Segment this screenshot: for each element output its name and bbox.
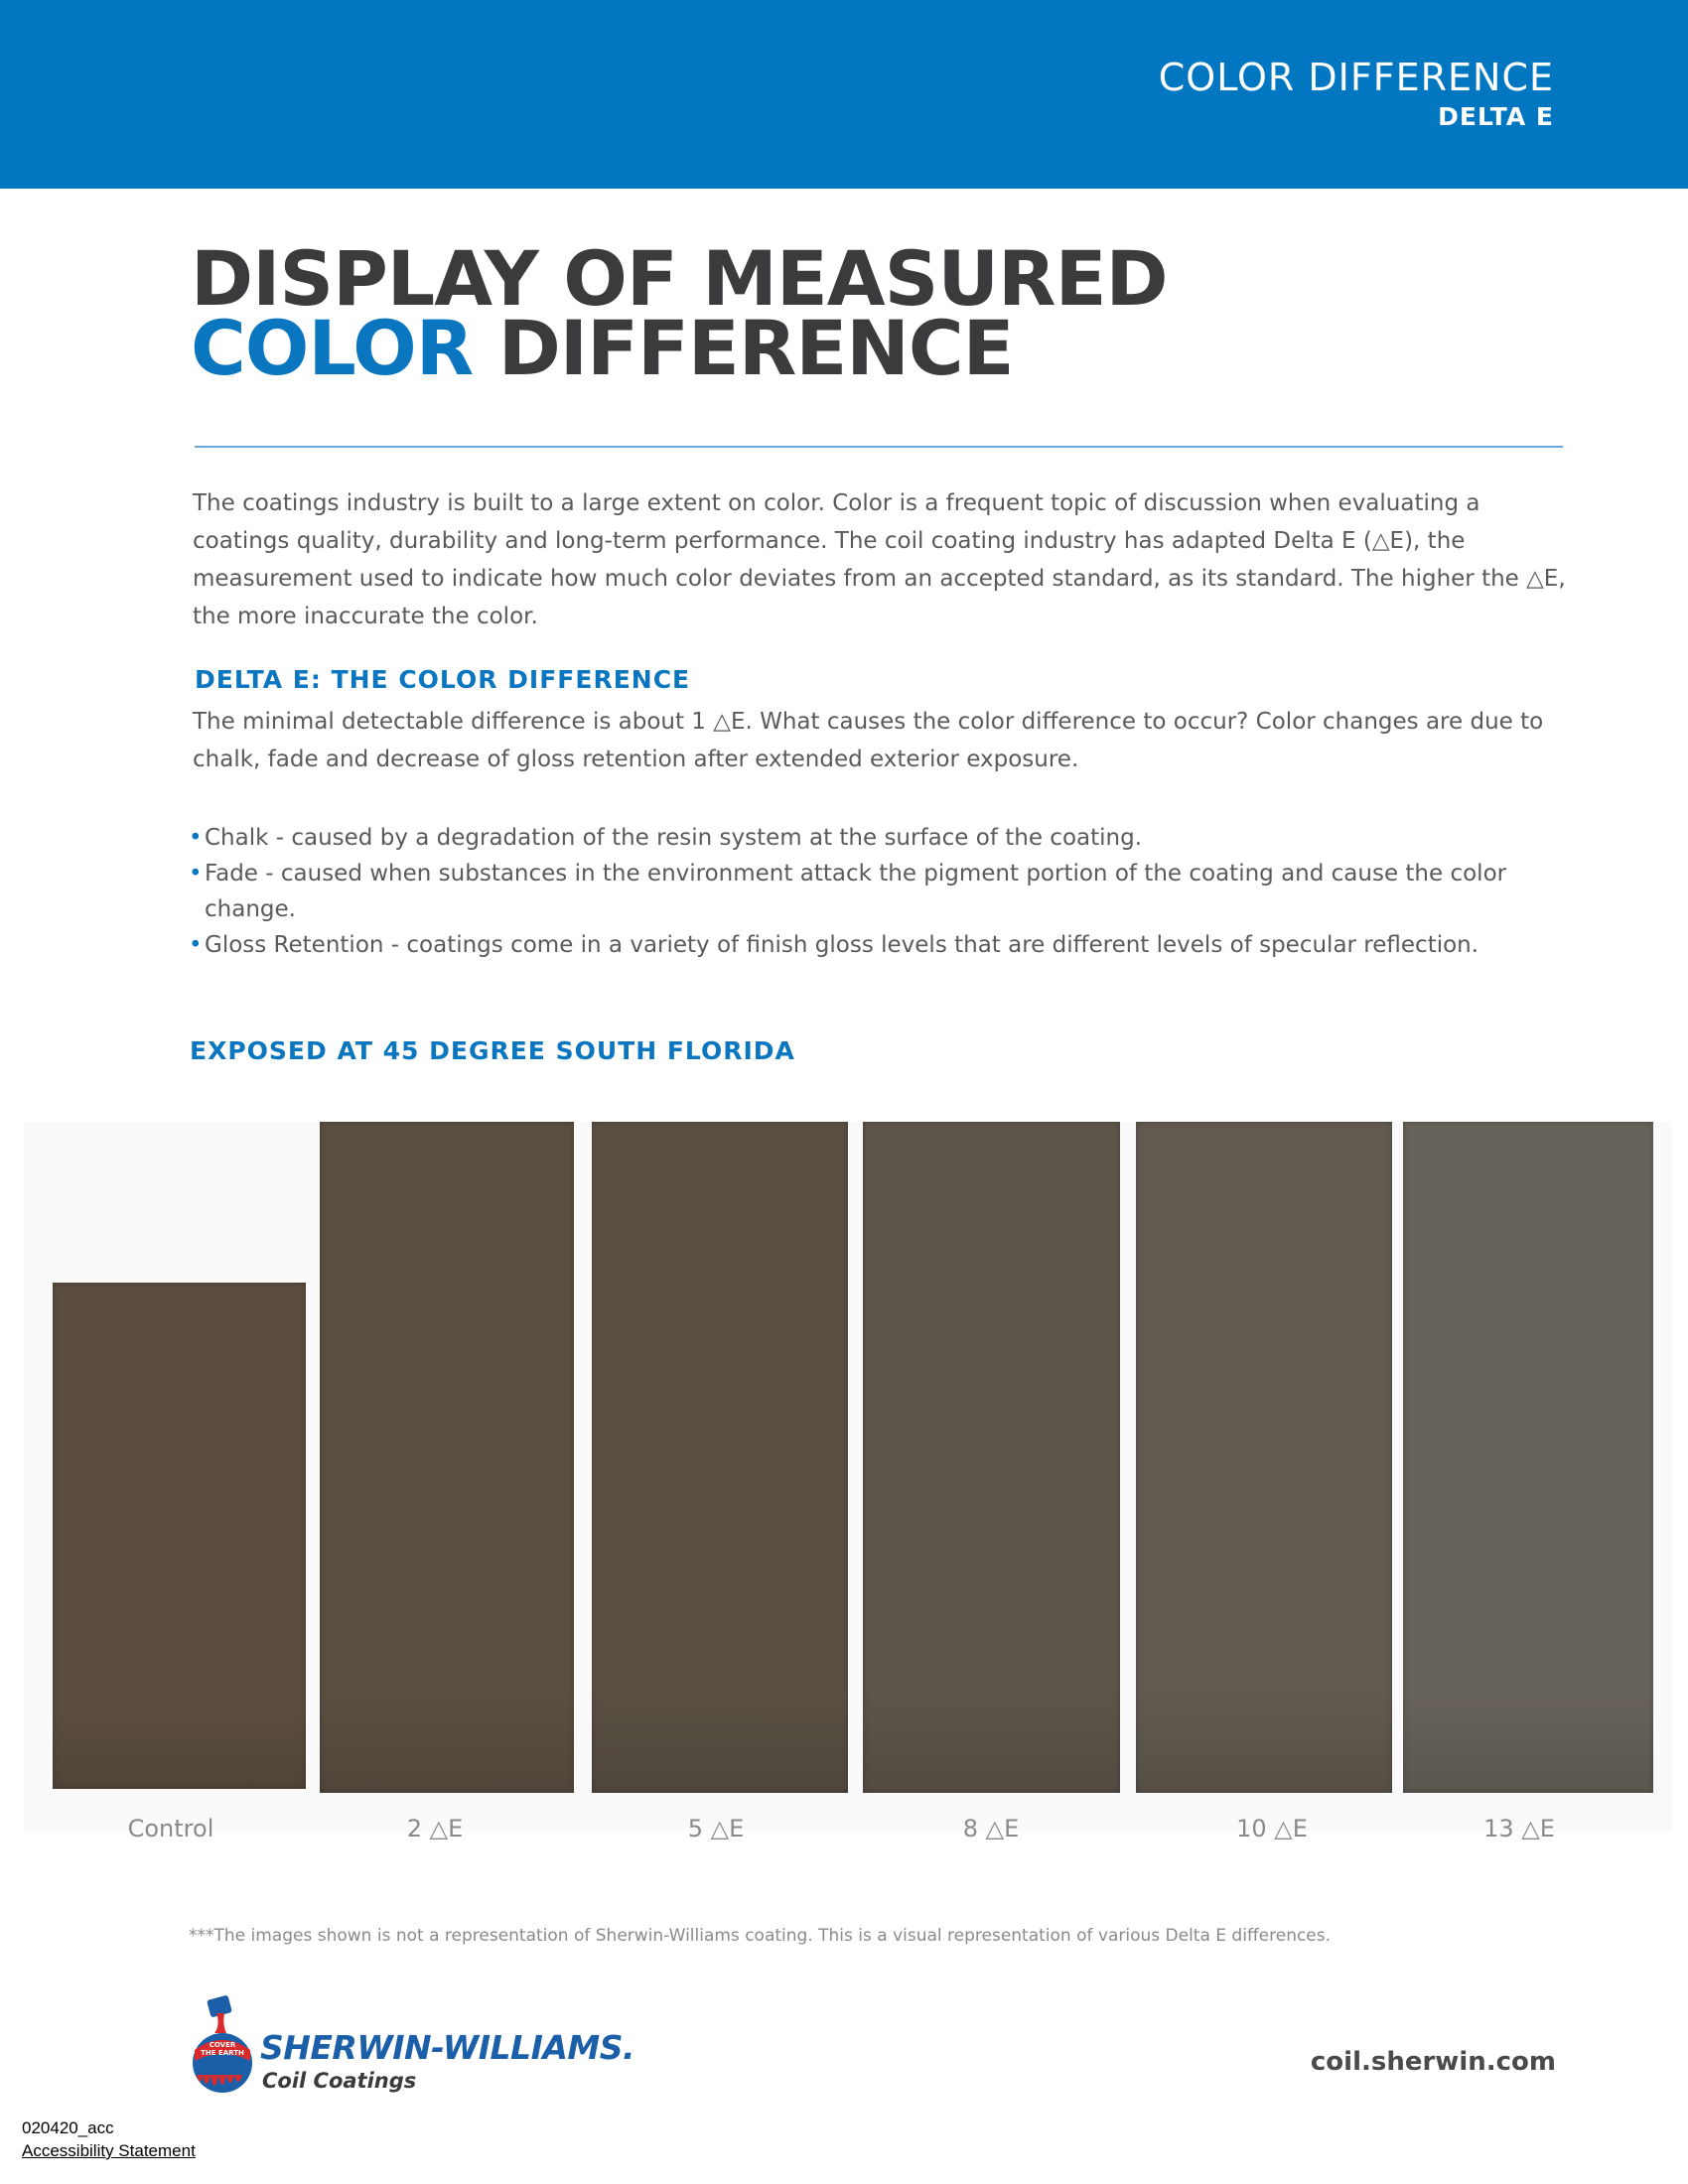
page-title-line1: DISPLAY OF MEASURED	[191, 234, 1168, 323]
banner-title: COLOR DIFFERENCE	[1158, 56, 1554, 99]
bullet-marker: •	[189, 825, 203, 851]
section-heading-delta-e: DELTA E: THE COLOR DIFFERENCE	[195, 665, 691, 694]
sample-panel-2de	[320, 1122, 574, 1793]
logo-slogan: COVER THE EARTH	[201, 2041, 244, 2057]
header-banner	[0, 0, 1688, 189]
intro-paragraph: The coatings industry is built to a large extent on color. Color is a frequent topic of discussion when evaluating a coatings quality, durability and long-term performance. The coil coating industry has adapted Delta E (△E), the measurement used to indicate how much color deviates from an accepted standard, as its standard. The higher the △E, the more inaccurate the color.	[193, 490, 1566, 629]
list-item	[189, 856, 1559, 927]
sherwin-williams-logo	[187, 1995, 258, 2114]
page-title	[191, 234, 1168, 392]
sample-panel-13de	[1403, 1122, 1653, 1793]
bullet-marker: •	[189, 932, 203, 958]
panel-label-8de: 8 △E	[962, 1815, 1020, 1843]
brand-division: Coil Coatings	[262, 2069, 417, 2093]
brand-name: SHERWIN-WILLIAMS.	[260, 2028, 635, 2067]
sample-panel-5de	[592, 1122, 848, 1793]
sample-panel-control	[53, 1283, 306, 1789]
panel-label-2de: 2 △E	[406, 1815, 464, 1843]
list-item-text: Chalk - caused by a degradation of the resin system at the surface of the coating.	[205, 825, 1143, 851]
website-url: coil.sherwin.com	[1310, 2047, 1556, 2077]
page-title-line2: DIFFERENCE	[497, 304, 1014, 392]
panel-label-5de: 5 △E	[687, 1815, 745, 1843]
panel-label-control: Control	[127, 1815, 214, 1843]
sample-panel-8de	[863, 1122, 1120, 1793]
banner-subtitle: DELTA E	[1438, 102, 1554, 131]
panel-label-13de: 13 △E	[1483, 1815, 1555, 1843]
sample-panel-10de	[1136, 1122, 1392, 1793]
panel-label-10de: 10 △E	[1236, 1815, 1308, 1843]
divider	[195, 446, 1563, 448]
document-code: 020420_acc	[22, 2118, 114, 2137]
page-title-accent: COLOR	[191, 304, 474, 392]
delta-e-paragraph: The minimal detectable difference is about 1 △E. What causes the color difference to occur? Color changes are due to chalk, fade and decrease of gloss retention after extended exterior exposure.	[193, 709, 1544, 772]
bullet-marker: •	[189, 861, 203, 887]
list-item-text: Fade - caused when substances in the environment attack the pigment portion of the coating and cause the color change.	[205, 861, 1507, 922]
list-item-text: Gloss Retention - coatings come in a variety of finish gloss levels that are different levels of specular reflection.	[205, 932, 1479, 958]
list-item	[189, 820, 1559, 856]
section-heading-exposure: EXPOSED AT 45 DEGREE SOUTH FLORIDA	[190, 1036, 795, 1065]
list-item	[189, 927, 1559, 963]
accessibility-statement-link[interactable]: Accessibility Statement	[22, 2141, 196, 2160]
cause-list	[189, 820, 1559, 963]
disclaimer-note: ***The images shown is not a representation of Sherwin-Williams coating. This is a visual representation of various Delta E differences.	[189, 1926, 1332, 1946]
